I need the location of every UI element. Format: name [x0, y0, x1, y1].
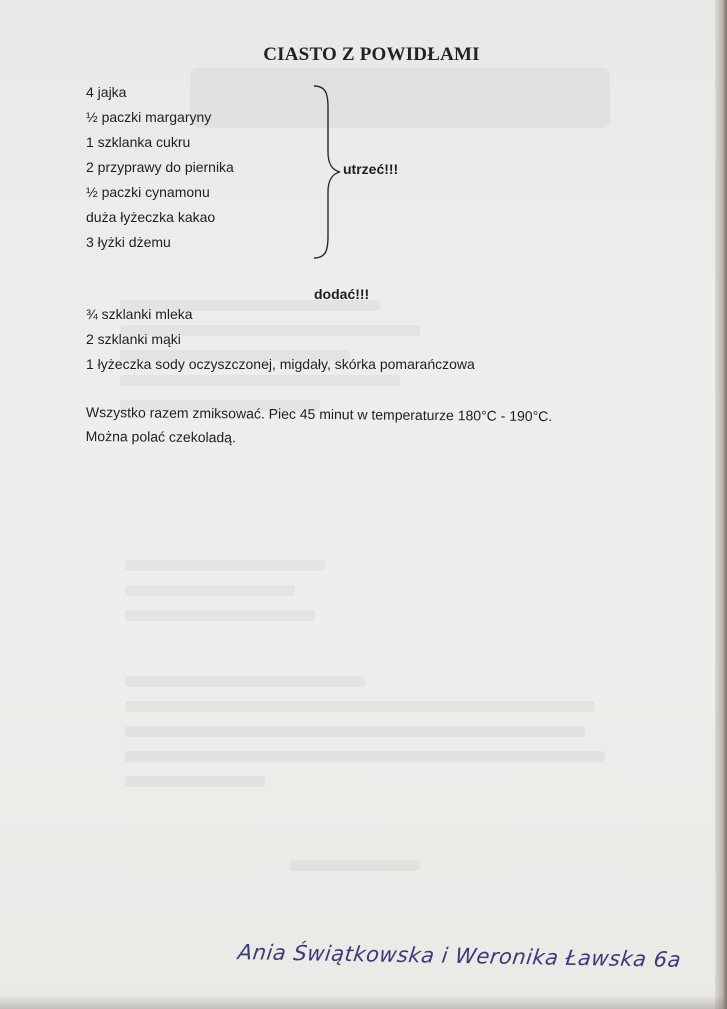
list-item: 1 szklanka cukru: [86, 134, 191, 150]
list-item: 4 jajka: [86, 84, 127, 100]
handwritten-signature: Ania Świątkowska i Weronika Ławska 6a: [236, 940, 683, 972]
bleed-through-lines-lower: [125, 560, 605, 801]
list-item: 2 szklanki mąki: [86, 331, 181, 347]
list-item: 3 łyżki dżemu: [86, 234, 171, 250]
instruction-line: Wszystko razem zmiksować. Piec 45 minut w temperaturze 180°C - 190°C.: [85, 403, 553, 425]
list-item: ¾ szklanki mleka: [86, 306, 193, 322]
page-bottom-shadow: [0, 995, 727, 1009]
list-item: ½ paczki margaryny: [86, 109, 212, 125]
bleed-through-lines-footer: [290, 860, 440, 885]
instruction-line: Można polać czekoladą.: [85, 427, 236, 446]
instructions: [86, 400, 553, 452]
curly-brace: [310, 84, 344, 260]
ingredient-list-1: [86, 80, 234, 255]
list-item: 1 łyżeczka sody oczyszczonej, migdały, skórka pomarańczowa: [86, 356, 475, 372]
recipe-title: CIASTO Z POWIDŁAMI: [263, 44, 480, 65]
ingredient-list-2: [86, 302, 475, 377]
group1-action: utrzeć!!!: [343, 161, 399, 177]
list-item: duża łyżeczka kakao: [86, 209, 216, 225]
list-item: 2 przyprawy do piernika: [86, 159, 234, 175]
group2-action: dodać!!!: [314, 286, 370, 302]
bleed-through-shadow: [190, 68, 610, 128]
list-item: ½ paczki cynamonu: [86, 184, 210, 200]
page-edge-shadow: [715, 0, 727, 1009]
